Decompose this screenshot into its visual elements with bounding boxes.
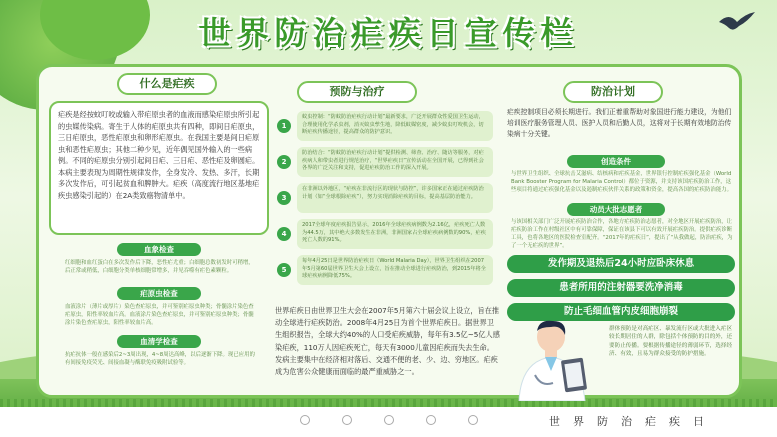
step-number: 3	[277, 191, 291, 205]
intro-textbox: 疟疾是经按蚊叮咬或输入带疟原虫者的血液而感染疟原虫所引起的虫媒传染病。寄生于人体的疟原虫共有四种，即间日疟原虫，三日疟原虫，恶性疟原虫和卵形疟原虫。在我国主要是间日疟原虫和恶性疟原虫；其他二种少见，近年偶见国外输入的一些病例。不同的疟原虫分别引起间日疟、三日疟、恶性疟及卵圆疟。本病主要表现为周期性规律发作，全身发冷、发热、多汗，长期多次发作后，可引起贫血和脾肿大。疟疾（高度流行地区基地疟疾虫感染引起的）在2A类致癌物清单中。	[49, 101, 269, 235]
serology-test-text: 抗疟抗体一般在感染后2~3周出现，4~8周达高峰，以后逐渐下降。现已应用的有间接免疫荧光、间接血凝与酶联免疫吸附试验等。	[65, 352, 255, 366]
step-number: 1	[277, 119, 291, 133]
volunteers-text: 与该国相关部门广泛开展疟疾防治合作，各地方疟疾防治志愿者，对全地区开展疟疾防治，让疟疾防治工作在村级社区中有可靠保障，保证在该县下可以有效开展疟疾防治。提供疟疾诊断工具，也将各地区的医院检查室配齐。“2017年的疟疾日”，提出了“从我做起，防治疟疾，为了一个无疟疾的世界”。	[511, 219, 733, 249]
logo-icon	[426, 415, 436, 425]
steps-list	[277, 111, 503, 301]
step-text: 在非洲以外地区，“疟疾在非流行区的现状与防控”，许多国家正在通过疟疾防治计划（如“全球根除疟疾”），努力实现消除疟疾的目标，提高基层防治能力。	[297, 183, 493, 213]
tag-parasite-test: 疟原虫检查	[117, 287, 201, 300]
tag-serology-test: 血清学检查	[117, 335, 201, 348]
footer-text: 世界防治疟疾日	[549, 415, 717, 428]
swallow-bird-icon	[717, 10, 757, 34]
parasite-test-text: 血液涂片（薄片或厚片）染色查疟原虫，并可鉴别疟原虫种类；骨髓涂片染色查疟原虫，阳性率较血片高。血液涂片染色查疟原虫，并可鉴别疟原虫种类；骨髓涂片染色查疟原虫，阳性率较血片高。	[65, 304, 254, 326]
logo-icon	[468, 415, 478, 425]
logo-icon	[384, 415, 394, 425]
tag-volunteers: 动员大批志愿者	[567, 203, 665, 216]
doctor-illustration	[505, 317, 607, 401]
step-item	[277, 111, 493, 141]
step-number: 4	[277, 227, 291, 241]
plan-intro: 疟疾控制项目必须长期进行。我们正着重帮助对象国进行能力建设，为他们培训医疗服务管理人员、医护人员和后勤人员，这将对于长期有效地防治传染病十分关键。	[507, 108, 732, 138]
page-title: 世界防治疟疾日宣传栏	[198, 14, 579, 52]
section-heading-what-is-malaria: 什么是疟疾	[117, 73, 217, 95]
step-number: 2	[277, 155, 291, 169]
step-text: 蚊虫控制：“防蚊防治疟疾行动计划”最新要求，广泛开展群众性爱国卫生运动，合理使用化学杀虫剂，消灭蚊虫孳生地，降低蚊媒密度，减少蚊虫叮咬机会，切断疟疾传播途径，提高群众的防护意识。	[297, 111, 493, 141]
group-prevention-text: 群体预防是对高疟区、暴发流行区或大批进入疟区较长期居住的人群，除包括个体预防的目的外，还要防止传播。要根据传播途径的薄弱环节，选择经济、有效，且易为群众接受的防护措施。	[609, 326, 733, 358]
step-item	[277, 255, 493, 285]
tip-bar-rest: 发作期及退热后24小时应卧床休息	[507, 255, 735, 273]
tip-bar-capillary: 防止毛细血管内皮细胞崩裂	[507, 303, 735, 321]
content-panel	[36, 64, 742, 398]
malaria-day-text: 世界疟疾日由世界卫生大会在2007年5月第六十届会议上设立，旨在推动全球进行疟疾防治。2008年4月25日为首个世界疟疾日。据世界卫生组织报告，全球大约40%的人口受疟疾威胁，每年有3.5亿~5亿人感染疟疾，110万人因疟疾死亡，每天有3000儿童因疟疾而失去生命。发病主要集中在经济相对落后、交通不便的老、少、边、穷地区。疟疾成为危害公众健康而面临的最严重威胁之一。	[275, 306, 500, 377]
section-heading-prevention: 预防与治疗	[297, 81, 417, 103]
step-item	[277, 183, 493, 213]
create-conditions-text: 与世界卫生组织、全球抗击艾滋病、结核病和疟疾基金，世界银行控制疟疾强化基金（World Bank Booster Program for Malaria Control）都位于资源，并支持该国疟疾防治工作，这些项目将通过疟疾强化基金以及遏制疟疾伙伴关系的政策和资金，提高各国的疟疾防治能力。	[511, 171, 733, 193]
blood-test-text: 红细胞和血红蛋白在多次发作后下降，恶性疟尤重；白细胞总数初发时可稍增，后正常或稍低，白细胞分类单核细胞常增多，并见吞噬有疟色素颗粒。	[65, 260, 254, 274]
step-number: 5	[277, 263, 291, 277]
logo-icon	[342, 415, 352, 425]
step-text: 防治结合：“防蚊防治疟疾行动计划”提供检测、筛查、治疗、随访等服务，对疟疾病人和带虫者进行规范治疗，“世界疟疾日”宣传活动在全国开展，已得到社会各界的广泛关注和支持，促进疟疾防治工作的深入开展。	[297, 147, 493, 177]
logo-icon	[300, 415, 310, 425]
step-item	[277, 219, 493, 249]
section-heading-plan: 防治计划	[563, 81, 663, 103]
step-text: 每年4月25日是世界防治疟疾日（World Malaria Day），世界卫生组织在2007年5月第60届世界卫生大会上设立，旨在推动全球进行疟疾防治，到2015年将全球疟疾病例降低75%。	[297, 255, 493, 285]
tag-blood-test: 血象检查	[117, 243, 201, 256]
tip-bar-disinfect: 患者所用的注射器要洗净消毒	[507, 279, 735, 297]
step-text: 2017全球年度疟疾报告显示，2016年全球疟疾病例数为2.16亿，疟疾死亡人数为44.5万，其中绝大多数发生在非洲，非洲国家占全球疟疾病例数的90%，疟疾死亡人数的91%。	[297, 219, 493, 249]
step-item	[277, 147, 493, 177]
tag-create-conditions: 创造条件	[567, 155, 665, 168]
